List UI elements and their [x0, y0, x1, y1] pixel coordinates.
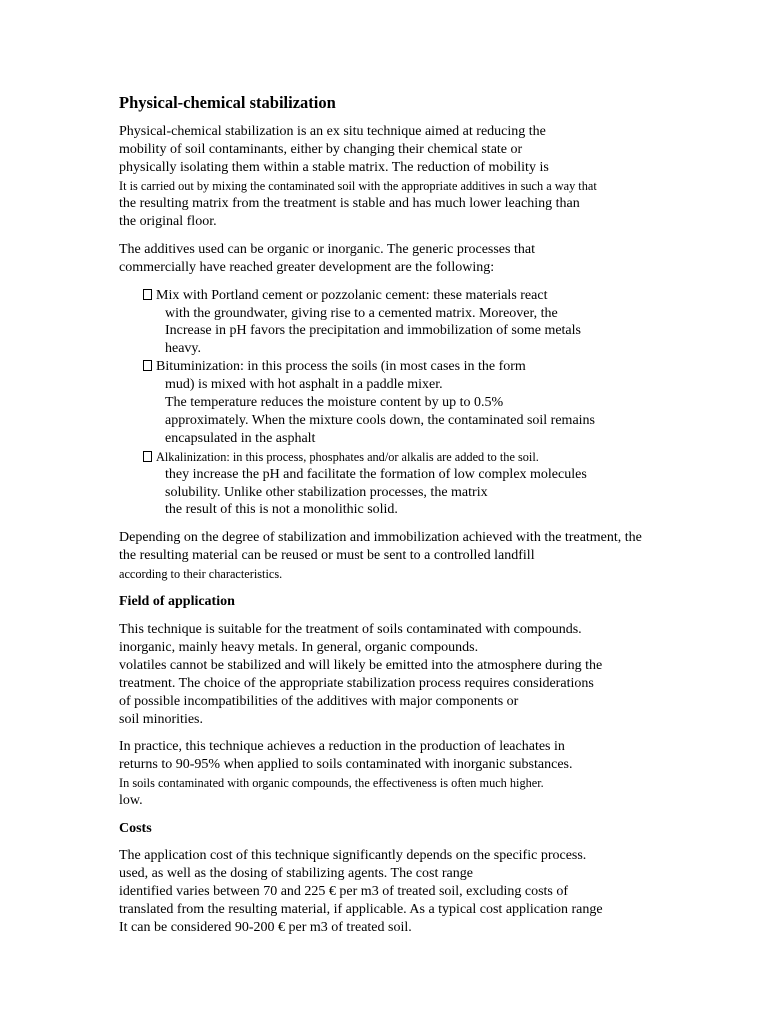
- paragraph-line: mobility of soil contaminants, either by changing their chemical state or: [119, 142, 523, 157]
- bullet-text: Mix with Portland cement or pozzolanic cement: these materials react: [156, 288, 548, 303]
- bullet-line: heavy.: [165, 341, 202, 356]
- paragraph-line: the resulting material can be reused or must be sent to a controlled landfill: [119, 548, 535, 563]
- bullet-line: they increase the pH and facilitate the formation of low complex molecules: [165, 467, 587, 482]
- paragraph-line: physically isolating them within a stable matrix. The reduction of mobility is: [119, 160, 549, 175]
- paragraph-line: returns to 90-95% when applied to soils contaminated with inorganic substances.: [119, 757, 573, 772]
- bullet-line: the result of this is not a monolithic solid.: [165, 502, 398, 517]
- paragraph-line: soil minorities.: [119, 712, 203, 727]
- paragraph-line: identified varies between 70 and 225 € per m3 of treated soil, excluding costs of: [119, 884, 569, 899]
- bullet-line: mud) is mixed with hot asphalt in a paddle mixer.: [165, 377, 443, 392]
- bullet-text: Bituminization: in this process the soils (in most cases in the form: [156, 359, 526, 374]
- paragraph-line: of possible incompatibilities of the additives with major components or: [119, 694, 519, 709]
- bullet-line: approximately. When the mixture cools down, the contaminated soil remains: [165, 413, 596, 428]
- paragraph-line: Physical-chemical stabilization is an ex situ technique aimed at reducing the: [119, 124, 546, 139]
- page-title: Physical-chemical stabilization: [119, 93, 336, 112]
- checkbox-glyph-icon: [143, 451, 152, 462]
- bullet-text: Alkalinization: in this process, phosphates and/or alkalis are added to the soil.: [156, 450, 539, 464]
- bullet-line: with the groundwater, giving rise to a cemented matrix. Moreover, the: [165, 306, 558, 321]
- paragraph-line: translated from the resulting material, if applicable. As a typical cost application range: [119, 902, 603, 917]
- paragraph-line: inorganic, mainly heavy metals. In general, organic compounds.: [119, 640, 479, 655]
- paragraph-line: according to their characteristics.: [119, 567, 283, 581]
- paragraph-line: the resulting matrix from the treatment is stable and has much lower leaching than: [119, 196, 580, 211]
- paragraph-line: the original floor.: [119, 214, 217, 229]
- bullet-item: [143, 358, 526, 376]
- section-heading: Field of application: [119, 594, 235, 609]
- bullet-line: Increase in pH favors the precipitation and immobilization of some metals: [165, 323, 581, 338]
- bullet-item: [143, 448, 539, 467]
- paragraph-line: commercially have reached greater development are the following:: [119, 260, 495, 275]
- paragraph-line: Depending on the degree of stabilization and immobilization achieved with the treatment, the: [119, 530, 642, 545]
- bullet-line: solubility. Unlike other stabilization processes, the matrix: [165, 485, 488, 500]
- paragraph-line: volatiles cannot be stabilized and will likely be emitted into the atmosphere during the: [119, 658, 603, 673]
- paragraph-line: It is carried out by mixing the contaminated soil with the appropriate additives in such a way that: [119, 179, 597, 193]
- paragraph-line: This technique is suitable for the treatment of soils contaminated with compounds.: [119, 622, 582, 637]
- paragraph-line: It can be considered 90-200 € per m3 of treated soil.: [119, 920, 412, 935]
- paragraph-line: low.: [119, 793, 143, 808]
- paragraph-line: used, as well as the dosing of stabilizing agents. The cost range: [119, 866, 473, 881]
- paragraph-line: treatment. The choice of the appropriate stabilization process requires considerations: [119, 676, 594, 691]
- checkbox-glyph-icon: [143, 360, 152, 371]
- checkbox-glyph-icon: [143, 289, 152, 300]
- bullet-item: [143, 287, 547, 305]
- bullet-line: The temperature reduces the moisture content by up to 0.5%: [165, 395, 504, 410]
- paragraph-line: In practice, this technique achieves a reduction in the production of leachates in: [119, 739, 565, 754]
- paragraph-line: The additives used can be organic or inorganic. The generic processes that: [119, 242, 535, 257]
- paragraph-line: In soils contaminated with organic compounds, the effectiveness is often much higher.: [119, 776, 544, 790]
- bullet-line: encapsulated in the asphalt: [165, 431, 316, 446]
- section-heading: Costs: [119, 821, 152, 836]
- paragraph-line: The application cost of this technique significantly depends on the specific process.: [119, 848, 587, 863]
